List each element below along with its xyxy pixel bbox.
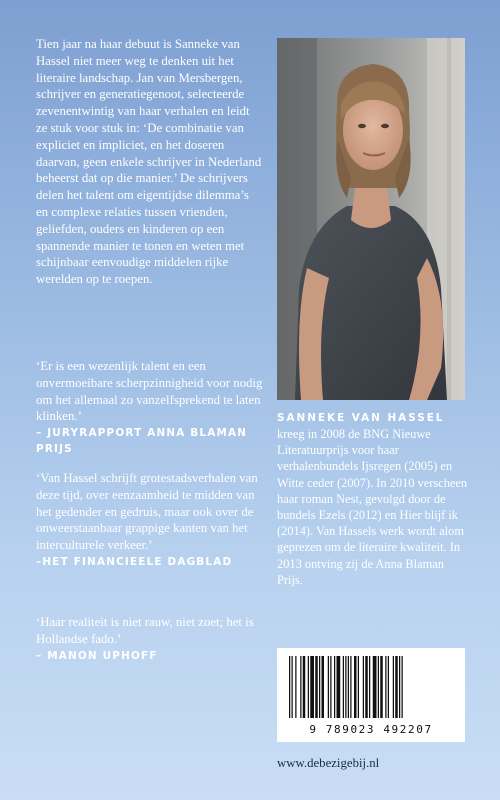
barcode-bar	[350, 656, 351, 718]
publisher-website[interactable]: www.debezigebij.nl	[277, 756, 380, 770]
barcode-bar	[289, 656, 290, 718]
barcode-bar	[310, 656, 314, 718]
barcode-bar	[363, 656, 364, 718]
quote-text: ‘Er is een wezenlijk talent en een onvermoeibare scherpzinnigheid voor nodig om het allemaal zo vanzelfsprekend te laten klinken.’	[36, 359, 263, 424]
barcode-bar	[354, 656, 357, 718]
barcode-bar	[385, 656, 386, 718]
barcode-bar	[348, 656, 349, 718]
barcode-bar	[330, 656, 331, 718]
barcode-bar	[308, 656, 309, 718]
barcode-bar	[334, 656, 335, 718]
barcode-bar	[369, 656, 370, 718]
author-bio-text: kreeg in 2008 de BNG Nieuwe Literatuurprijs voor haar verhalenbundels Ijsregen (2005) en Witte ceder (2007). In 2010 verscheen haar roman Nest, gevolgd door de bundels Ezels (2012) en Hier blijf ik (2014). Van Hassels werk wordt alom geprezen om de literaire kwaliteit. In 2013 ontving zij de Anna Blaman Prijs.	[277, 427, 468, 587]
barcode-bar	[373, 656, 377, 718]
barcode-bar	[393, 656, 394, 718]
author-photo	[277, 38, 465, 400]
quote-source: –HET FINANCIEELE DAGBLAD	[36, 555, 233, 568]
quote-3	[36, 614, 264, 664]
barcode-bar	[345, 656, 346, 718]
author-name: SANNEKE VAN HASSEL	[277, 412, 445, 424]
barcode-bar	[365, 656, 368, 718]
isbn-barcode	[277, 648, 465, 742]
barcode-bar	[399, 656, 400, 718]
barcode-bar	[402, 656, 403, 718]
barcode-bar	[337, 656, 341, 718]
quote-1	[36, 358, 264, 457]
barcode-digits: 9 789023 492207	[309, 723, 433, 736]
blurb-text: Tien jaar na haar debuut is Sanneke van Hassel niet meer weg te denken uit het literaire landschap. Jan van Mersbergen, schrijver en generatiegenoot, selecteerde zevenentwintig van haar verhalen en leidt ze stuk voor stuk in: ‘De combinatie van expliciet en impliciet, en het doseren daarvan, geen enkele schrijver in Nederland beheerst dat op die manier.’ De schrijvers delen het talent om eigentijdse dilemma’s en complexe relaties tussen vrienden, geliefden, ouders en kinderen op een spannende manier te tonen en weten met schijnbaar eenvoudige middelen rijke werelden op te roepen.	[36, 37, 262, 287]
quote-text: ‘Haar realiteit is niet rauw, niet zoet; het is Hollandse fado.’	[36, 615, 254, 646]
author-bio	[277, 410, 472, 588]
barcode-bar	[388, 656, 389, 718]
barcode-bar	[319, 656, 320, 718]
barcode-bar	[303, 656, 306, 718]
quote-2	[36, 470, 264, 570]
barcode-bar	[380, 656, 383, 718]
barcode-bar	[295, 656, 296, 718]
barcode-bar	[378, 656, 379, 718]
barcode-bar	[343, 656, 344, 718]
barcode-bar	[322, 656, 325, 718]
barcode-bar	[315, 656, 318, 718]
barcode-bar	[395, 656, 398, 718]
barcode-bar	[328, 656, 329, 718]
quote-source: – MANON UPHOFF	[36, 649, 158, 662]
barcode-bar	[358, 656, 359, 718]
quote-text: ‘Van Hassel schrijft grotestadsverhalen van deze tijd, over eenzaamheid te midden van het gedender en gedruis, maar ook over de onweerstaanbaar grappige kanten van het interculturele verkeer.’	[36, 471, 258, 553]
barcode-bar	[300, 656, 301, 718]
quote-source: – JURYRAPPORT ANNA BLAMAN PRIJS	[36, 427, 248, 456]
barcode-bar	[292, 656, 293, 718]
